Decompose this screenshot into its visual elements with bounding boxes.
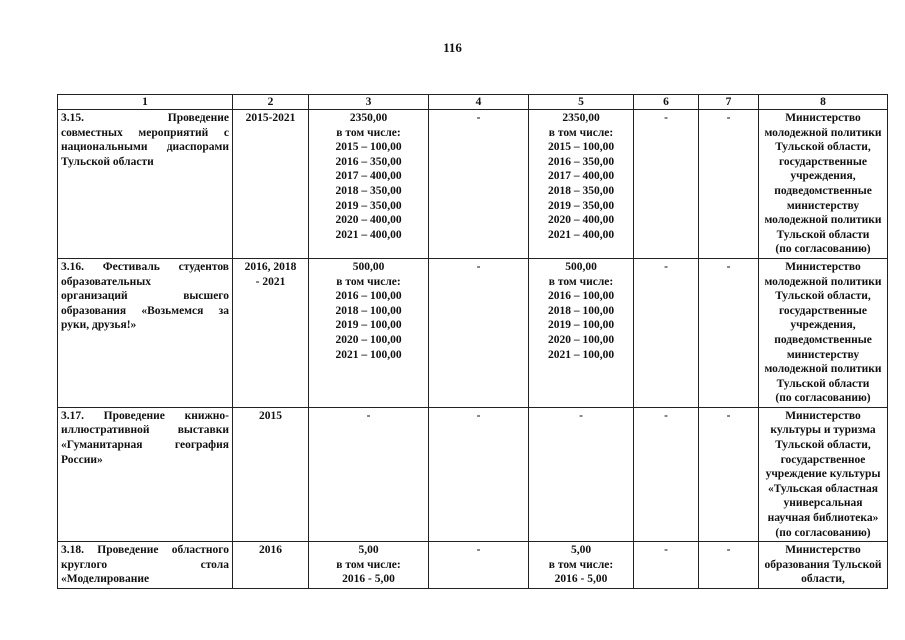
event-line: руки, друзья!»	[61, 319, 137, 332]
col6-line: -	[664, 409, 668, 422]
col7-cell	[699, 407, 759, 541]
total-funding-line: 5,00	[358, 544, 379, 557]
col6-cell	[634, 407, 699, 541]
regional-funding-line: 2016 – 100,00	[547, 290, 615, 303]
event-line: «Моделирование	[61, 573, 150, 586]
years-cell	[233, 407, 309, 541]
regional-funding-line: в том числе:	[548, 126, 614, 139]
column-header: 6	[634, 95, 699, 110]
event-line: Тульской области	[61, 155, 154, 168]
total-funding-line: 2019 – 100,00	[335, 319, 402, 332]
executor-line: Тульской области,	[775, 439, 871, 452]
regional-funding-line: 2015 – 100,00	[547, 141, 615, 154]
total-funding-line: в том числе:	[336, 558, 401, 571]
executor-line: Тульской области,	[775, 141, 871, 154]
executor-line: (по согласованию)	[775, 526, 871, 539]
table-row	[58, 258, 888, 407]
col7-line: -	[726, 260, 731, 273]
executor-line: (по согласованию)	[775, 243, 871, 256]
executor-line: образования Тульской	[764, 558, 882, 571]
total-funding-line: 2016 – 100,00	[335, 290, 402, 303]
col4-line: -	[476, 409, 481, 422]
executor-line: области,	[801, 573, 845, 586]
event-cell	[58, 407, 233, 541]
col7-cell	[699, 258, 759, 407]
regional-funding-line: 2020 – 100,00	[547, 333, 615, 346]
executor-line: молодежной политики	[764, 126, 882, 139]
regional-funding-line: 2017 – 400,00	[547, 170, 615, 183]
event-line: круглого стола	[61, 558, 229, 571]
executor-cell	[759, 542, 888, 589]
executor-line: культуры и туризма	[770, 424, 876, 437]
header-row	[58, 95, 888, 110]
program-table	[57, 94, 888, 589]
executor-line: государственные	[778, 155, 868, 168]
total-funding-cell	[309, 258, 429, 407]
regional-funding-line: 2021 – 400,00	[547, 228, 615, 241]
executor-line: учреждения,	[790, 319, 856, 332]
regional-funding-cell	[529, 542, 634, 589]
total-funding-line: 2020 – 100,00	[335, 333, 402, 346]
executor-line: молодежной политики	[764, 214, 882, 227]
total-funding-line: 2016 – 350,00	[335, 155, 402, 168]
col6-line: -	[664, 112, 668, 124]
executor-line: Министерство	[785, 544, 861, 557]
regional-funding-line: -	[579, 409, 583, 422]
event-line: России»	[61, 453, 103, 466]
regional-funding-line: в том числе:	[548, 558, 614, 571]
total-funding-line: 2021 – 100,00	[335, 348, 402, 361]
years-line: 2015-2021	[245, 112, 296, 124]
event-line: иллюстративной выставки	[61, 424, 229, 437]
column-header: 8	[759, 95, 888, 110]
executor-line: государственное	[780, 453, 866, 466]
event-line: 3.16. Фестиваль студентов	[61, 260, 229, 273]
total-funding-line: 2350,00	[349, 112, 388, 124]
col7-cell	[699, 542, 759, 589]
years-line: - 2021	[255, 275, 286, 288]
executor-line: Министерство	[785, 260, 861, 273]
regional-funding-line: 2020 – 400,00	[547, 214, 615, 227]
executor-line: учреждение культуры	[765, 468, 881, 481]
col6-cell	[634, 110, 699, 259]
years-line: 2016, 2018	[244, 260, 297, 273]
executor-line: учреждения,	[790, 170, 856, 183]
total-funding-line: 2021 – 400,00	[335, 228, 402, 241]
total-funding-line: 2017 – 400,00	[335, 170, 402, 183]
years-line: 2015	[259, 409, 282, 422]
executor-line: универсальная	[783, 497, 863, 510]
total-funding-line: 2018 – 100,00	[335, 304, 402, 317]
column-header: 5	[529, 95, 634, 110]
col4-cell	[429, 110, 529, 259]
regional-funding-line: 2019 – 100,00	[547, 319, 615, 332]
event-line: национальными диаспорами	[61, 141, 229, 154]
executor-line: министерству	[786, 348, 860, 361]
table-row	[58, 407, 888, 541]
executor-line: «Тульская областная	[767, 482, 878, 495]
event-line: 3.15. Проведение	[61, 112, 229, 124]
column-header: 2	[233, 95, 309, 110]
total-funding-line: 2020 – 400,00	[335, 214, 402, 227]
col4-line: -	[476, 112, 481, 124]
col4-cell	[429, 407, 529, 541]
regional-funding-cell	[529, 110, 634, 259]
col7-cell	[699, 110, 759, 259]
page-number: 116	[443, 40, 462, 55]
table-row	[58, 110, 888, 259]
executor-line: Министерство	[785, 112, 861, 124]
column-header: 4	[429, 95, 529, 110]
total-funding-line: в том числе:	[336, 126, 401, 139]
executor-cell	[759, 258, 888, 407]
executor-line: подведомственные	[774, 184, 872, 197]
executor-line: Тульской области	[776, 228, 870, 241]
regional-funding-line: 500,00	[565, 260, 597, 273]
executor-line: молодежной политики	[764, 363, 882, 376]
executor-line: научная библиотека»	[767, 512, 879, 525]
col6-cell	[634, 258, 699, 407]
column-header: 7	[699, 95, 759, 110]
regional-funding-line: 2019 – 350,00	[547, 199, 615, 212]
years-cell	[233, 258, 309, 407]
regional-funding-line: 2018 – 100,00	[547, 304, 615, 317]
regional-funding-cell	[529, 407, 634, 541]
executor-line: государственные	[778, 304, 868, 317]
col7-line: -	[726, 112, 731, 124]
col7-line: -	[726, 544, 731, 557]
total-funding-line: 2019 – 350,00	[335, 199, 402, 212]
years-line: 2016	[259, 544, 282, 557]
regional-funding-line: 5,00	[570, 544, 592, 557]
event-line: 3.18. Проведение областного	[61, 544, 229, 557]
col6-cell	[634, 542, 699, 589]
col4-cell	[429, 258, 529, 407]
col6-line: -	[664, 260, 668, 273]
regional-funding-line: в том числе:	[548, 275, 614, 288]
total-funding-cell	[309, 110, 429, 259]
total-funding-line: 2018 – 350,00	[335, 184, 402, 197]
event-line: «Гуманитарная география	[61, 439, 229, 452]
table-row	[58, 542, 888, 589]
regional-funding-line: 2018 – 350,00	[547, 184, 615, 197]
executor-line: Тульской области,	[775, 290, 871, 303]
col7-line: -	[726, 409, 731, 422]
executor-cell	[759, 407, 888, 541]
event-line: организаций высшего	[61, 290, 229, 303]
event-line: совместных мероприятий с	[61, 126, 229, 139]
total-funding-cell	[309, 542, 429, 589]
executor-line: Тульской области	[776, 377, 870, 390]
executor-cell	[759, 110, 888, 259]
executor-line: Министерство	[785, 409, 861, 422]
total-funding-line: в том числе:	[336, 275, 401, 288]
regional-funding-cell	[529, 258, 634, 407]
event-cell	[58, 542, 233, 589]
event-line: 3.17. Проведение книжно-	[61, 409, 229, 422]
executor-line: министерству	[786, 199, 860, 212]
col4-line: -	[476, 260, 481, 273]
column-header: 3	[309, 95, 429, 110]
years-cell	[233, 110, 309, 259]
event-cell	[58, 258, 233, 407]
years-cell	[233, 542, 309, 589]
executor-line: молодежной политики	[764, 275, 882, 288]
col6-line: -	[664, 544, 668, 557]
event-line: образования «Возьмемся за	[61, 304, 229, 317]
total-funding-line: 2015 – 100,00	[335, 141, 402, 154]
event-cell	[58, 110, 233, 259]
total-funding-line: -	[366, 409, 371, 422]
total-funding-cell	[309, 407, 429, 541]
total-funding-line: 500,00	[352, 260, 385, 273]
col4-line: -	[476, 544, 481, 557]
column-header: 1	[58, 95, 233, 110]
regional-funding-line: 2016 – 350,00	[547, 155, 615, 168]
regional-funding-line: 2350,00	[562, 112, 600, 124]
col4-cell	[429, 542, 529, 589]
executor-line: (по согласованию)	[775, 392, 871, 405]
regional-funding-line: 2021 – 100,00	[547, 348, 615, 361]
event-line: образовательных	[61, 275, 151, 288]
executor-line: подведомственные	[774, 333, 872, 346]
regional-funding-line: 2016 - 5,00	[554, 573, 608, 586]
total-funding-line: 2016 - 5,00	[342, 573, 395, 586]
